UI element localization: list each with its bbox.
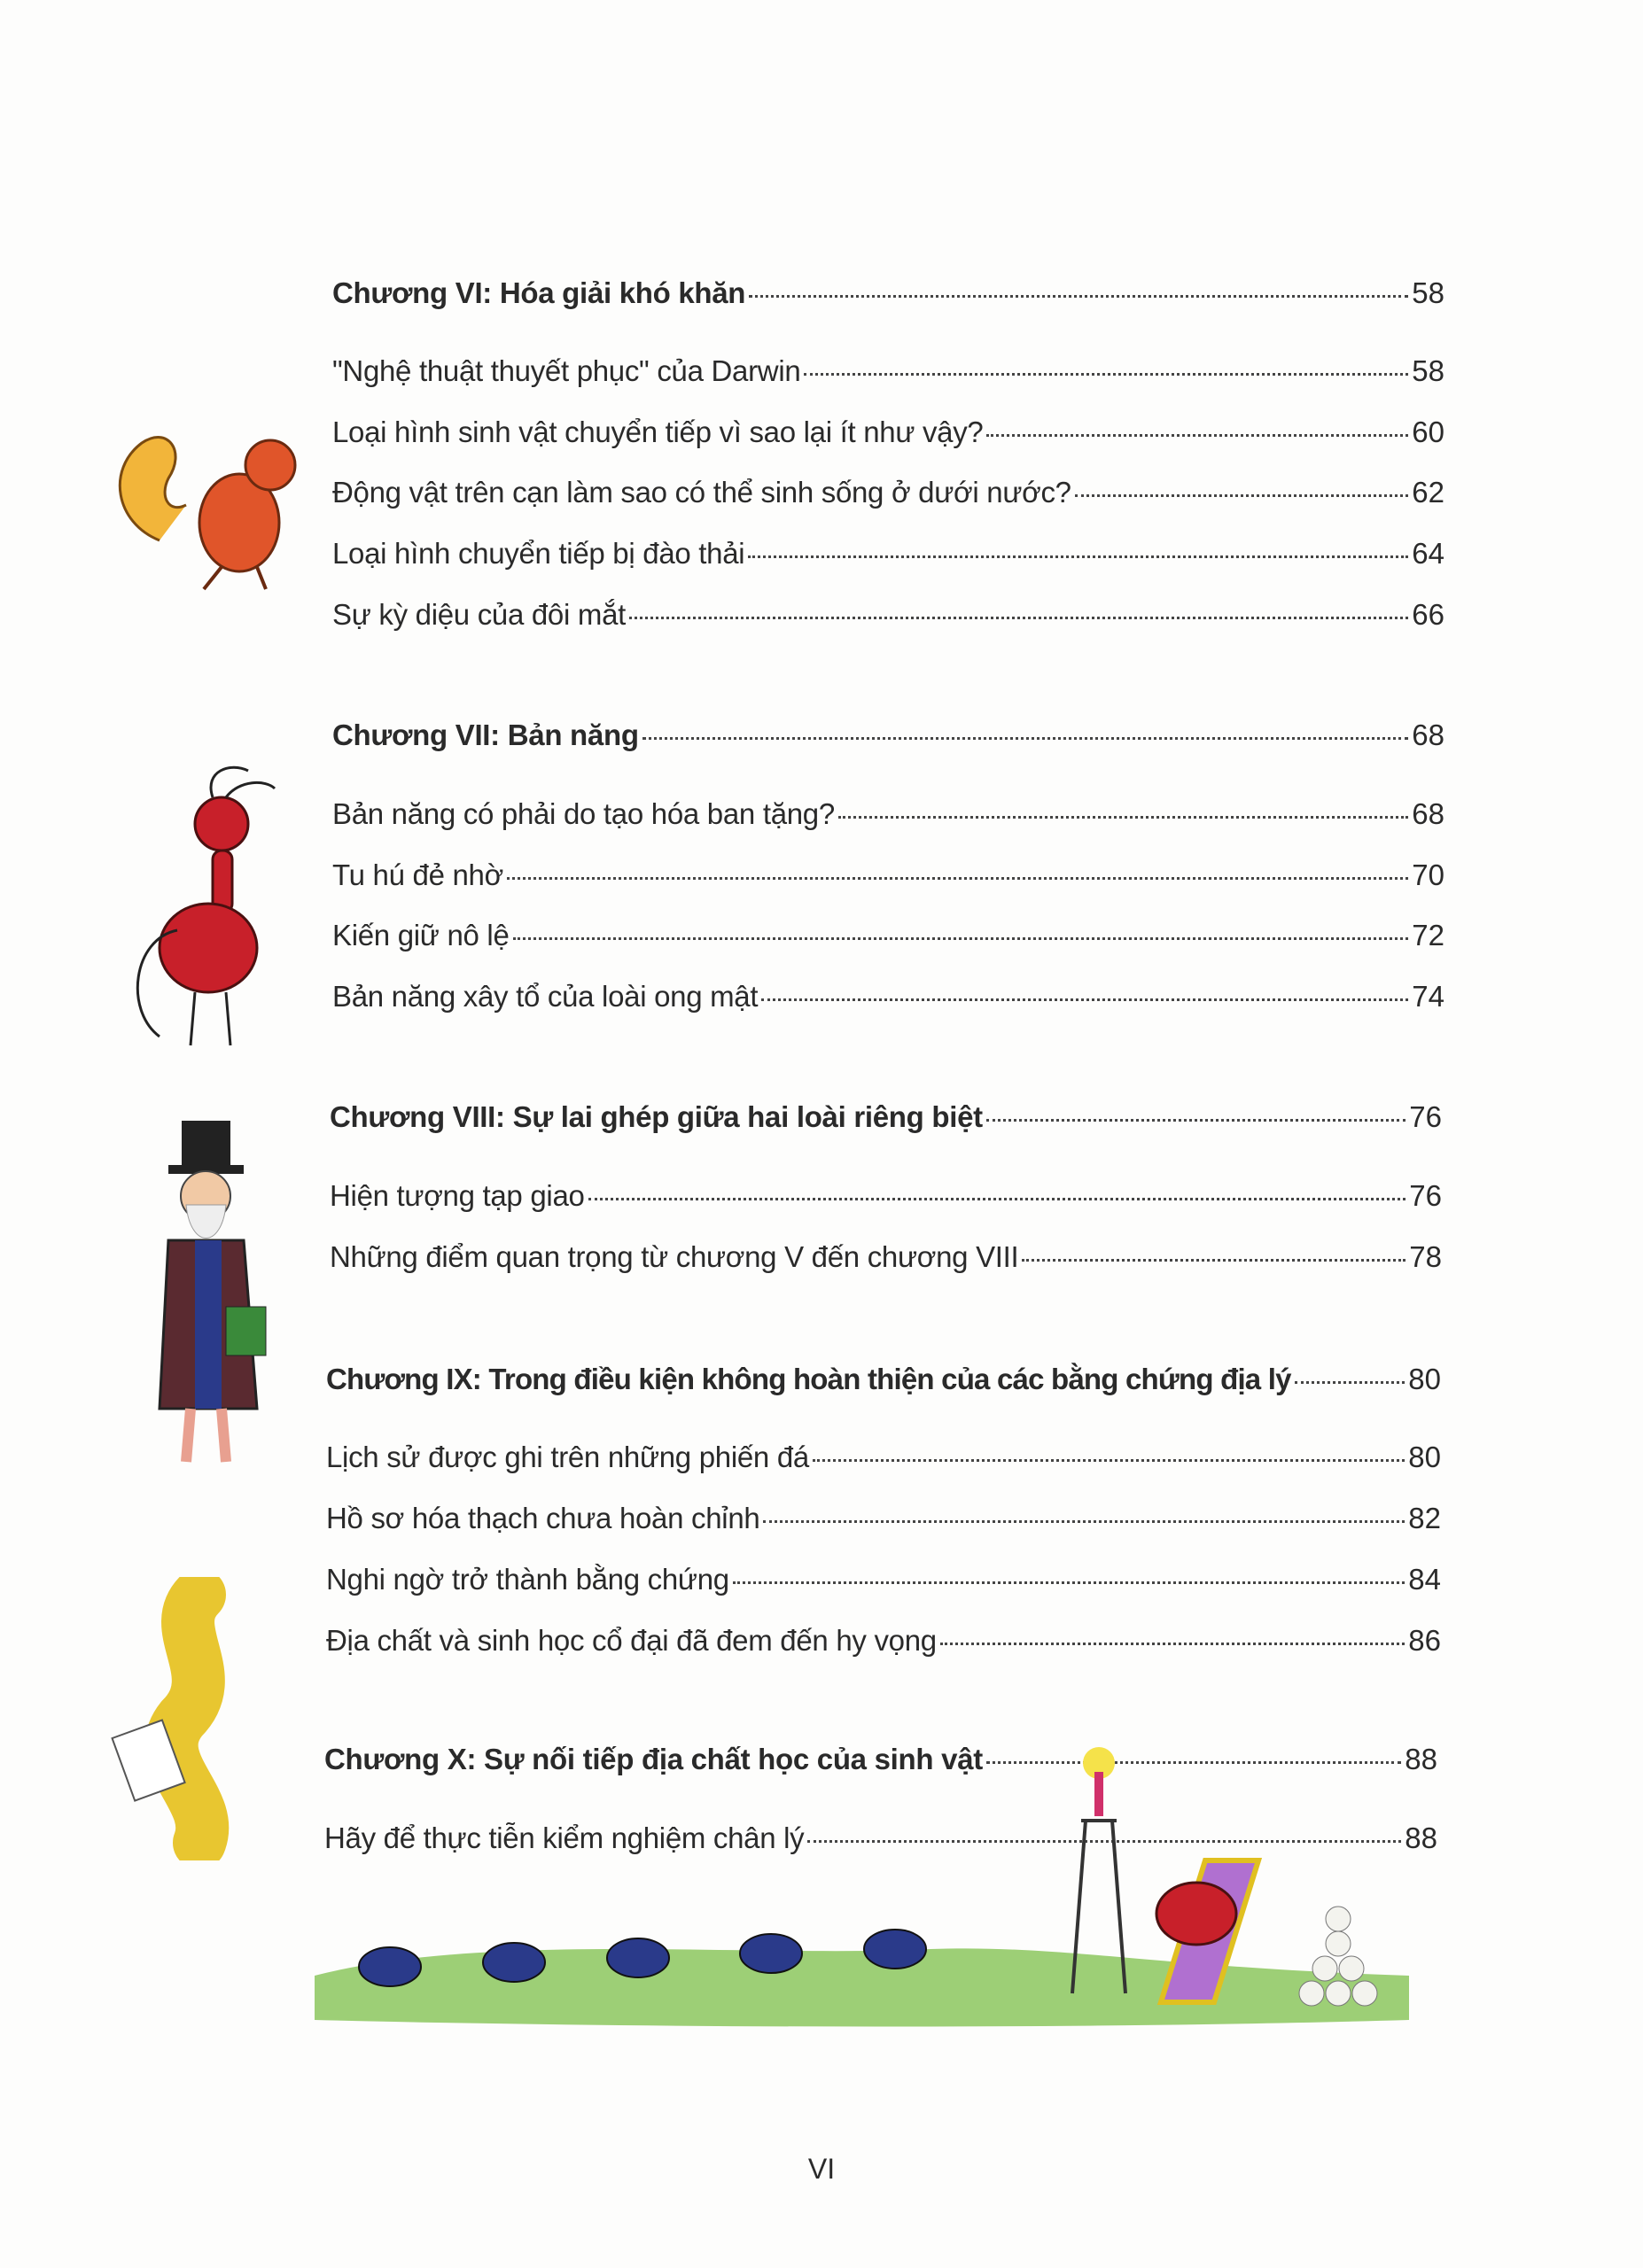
dot-leader: [761, 998, 1408, 1001]
toc-title: Những điểm quan trọng từ chương V đến chương VIII: [330, 1240, 1019, 1273]
dot-leader: [986, 434, 1408, 437]
toc-page: 68: [1412, 718, 1444, 751]
dot-leader: [940, 1643, 1405, 1645]
toc-title: Loại hình chuyển tiếp bị đào thải: [332, 537, 745, 570]
toc-page: 70: [1412, 858, 1444, 891]
toc-title: Động vật trên cạn làm sao có thể sinh sống ở dưới nước?: [332, 476, 1071, 509]
toc-entry[interactable]: [332, 537, 1444, 576]
toc-entry[interactable]: [332, 980, 1444, 1019]
ants-parade-illustration: [310, 1736, 1418, 2055]
toc-entry[interactable]: [332, 797, 1444, 836]
toc-entry[interactable]: [332, 476, 1444, 515]
toc-entry[interactable]: [326, 1441, 1441, 1480]
toc-page: 66: [1412, 598, 1444, 631]
toc-title: Bản năng có phải do tạo hóa ban tặng?: [332, 797, 835, 830]
toc-entry[interactable]: [330, 1240, 1442, 1279]
toc-page: 88: [1405, 1743, 1437, 1775]
dot-leader: [1022, 1259, 1406, 1262]
toc-entry[interactable]: [330, 1179, 1442, 1218]
dot-leader: [513, 937, 1409, 940]
toc-page: 88: [1405, 1821, 1437, 1854]
dot-leader: [838, 816, 1408, 819]
dot-leader: [748, 555, 1408, 558]
dot-leader: [642, 737, 1409, 740]
toc-title: Nghi ngờ trở thành bằng chứng: [326, 1563, 729, 1596]
toc-page: 80: [1408, 1363, 1441, 1395]
toc-title: Bản năng xây tổ của loài ong mật: [332, 980, 759, 1013]
ant-illustration: [124, 762, 292, 1054]
dot-leader: [1075, 494, 1409, 497]
toc-page: 82: [1408, 1502, 1441, 1534]
toc-entry[interactable]: [332, 354, 1444, 393]
dot-leader: [629, 617, 1408, 619]
toc-entry[interactable]: [332, 919, 1444, 958]
toc-page: 78: [1409, 1240, 1442, 1273]
toc-entry[interactable]: [326, 1563, 1441, 1602]
dot-leader: [1295, 1381, 1406, 1384]
toc-title: Chương VIII: Sự lai ghép giữa hai loài riêng biệt: [330, 1100, 983, 1133]
toc-title: Hồ sơ hóa thạch chưa hoàn chỉnh: [326, 1502, 760, 1534]
toc-entry[interactable]: [326, 1502, 1441, 1541]
toc-page: 58: [1412, 276, 1444, 309]
toc-title: Loại hình sinh vật chuyển tiếp vì sao lại ít như vậy?: [332, 416, 984, 448]
dot-leader: [813, 1459, 1405, 1462]
squirrel-illustration: [106, 416, 310, 594]
toc-page: 74: [1412, 980, 1444, 1013]
toc-page: 72: [1412, 919, 1444, 951]
toc-title: Chương VII: Bản năng: [332, 718, 639, 751]
toc-chapter-7[interactable]: [332, 718, 1444, 757]
toc-chapter-6[interactable]: [332, 276, 1444, 315]
toc-page: 84: [1408, 1563, 1441, 1596]
toc-title: Lịch sử được ghi trên những phiến đá: [326, 1441, 809, 1473]
toc-chapter-8[interactable]: [330, 1100, 1442, 1139]
toc-title: "Nghệ thuật thuyết phục" của Darwin: [332, 354, 801, 387]
worm-illustration: [111, 1577, 306, 1860]
toc-page: 68: [1412, 797, 1444, 830]
dot-leader: [986, 1119, 1406, 1122]
toc-entry[interactable]: [332, 416, 1444, 454]
toc-title: Chương VI: Hóa giải khó khăn: [332, 276, 746, 309]
toc-page: 80: [1408, 1441, 1441, 1473]
toc-title: Chương X: Sự nối tiếp địa chất học của sinh vật: [324, 1743, 983, 1775]
darwin-illustration: [142, 1116, 292, 1480]
toc-page: 58: [1412, 354, 1444, 387]
toc-title: Kiến giữ nô lệ: [332, 919, 510, 951]
dot-leader: [588, 1198, 1406, 1200]
toc-page: 76: [1409, 1100, 1442, 1133]
toc-title: Sự kỳ diệu của đôi mắt: [332, 598, 626, 631]
toc-entry[interactable]: [326, 1624, 1441, 1663]
toc-title: Hãy để thực tiễn kiểm nghiệm chân lý: [324, 1821, 805, 1854]
toc-title: Tu hú đẻ nhờ: [332, 858, 503, 891]
dot-leader: [733, 1581, 1405, 1584]
toc-page: 62: [1412, 476, 1444, 509]
toc-page: 86: [1408, 1624, 1441, 1657]
dot-leader: [763, 1520, 1405, 1523]
dot-leader: [507, 877, 1408, 880]
dot-leader: [749, 295, 1408, 298]
page-number: VI: [807, 2153, 836, 2185]
toc-page: 64: [1412, 537, 1444, 570]
toc-title: Chương IX: Trong điều kiện không hoàn thiện của các bằng chứng địa lý: [326, 1363, 1291, 1395]
dot-leader: [804, 373, 1408, 376]
toc-page: 60: [1412, 416, 1444, 448]
toc-entry[interactable]: [332, 858, 1444, 897]
toc-entry[interactable]: [332, 598, 1444, 637]
toc-title: Hiện tượng tạp giao: [330, 1179, 585, 1212]
toc-page: 76: [1409, 1179, 1442, 1212]
toc-title: Địa chất và sinh học cổ đại đã đem đến hy vọng: [326, 1624, 937, 1657]
toc-chapter-9[interactable]: [326, 1363, 1441, 1402]
